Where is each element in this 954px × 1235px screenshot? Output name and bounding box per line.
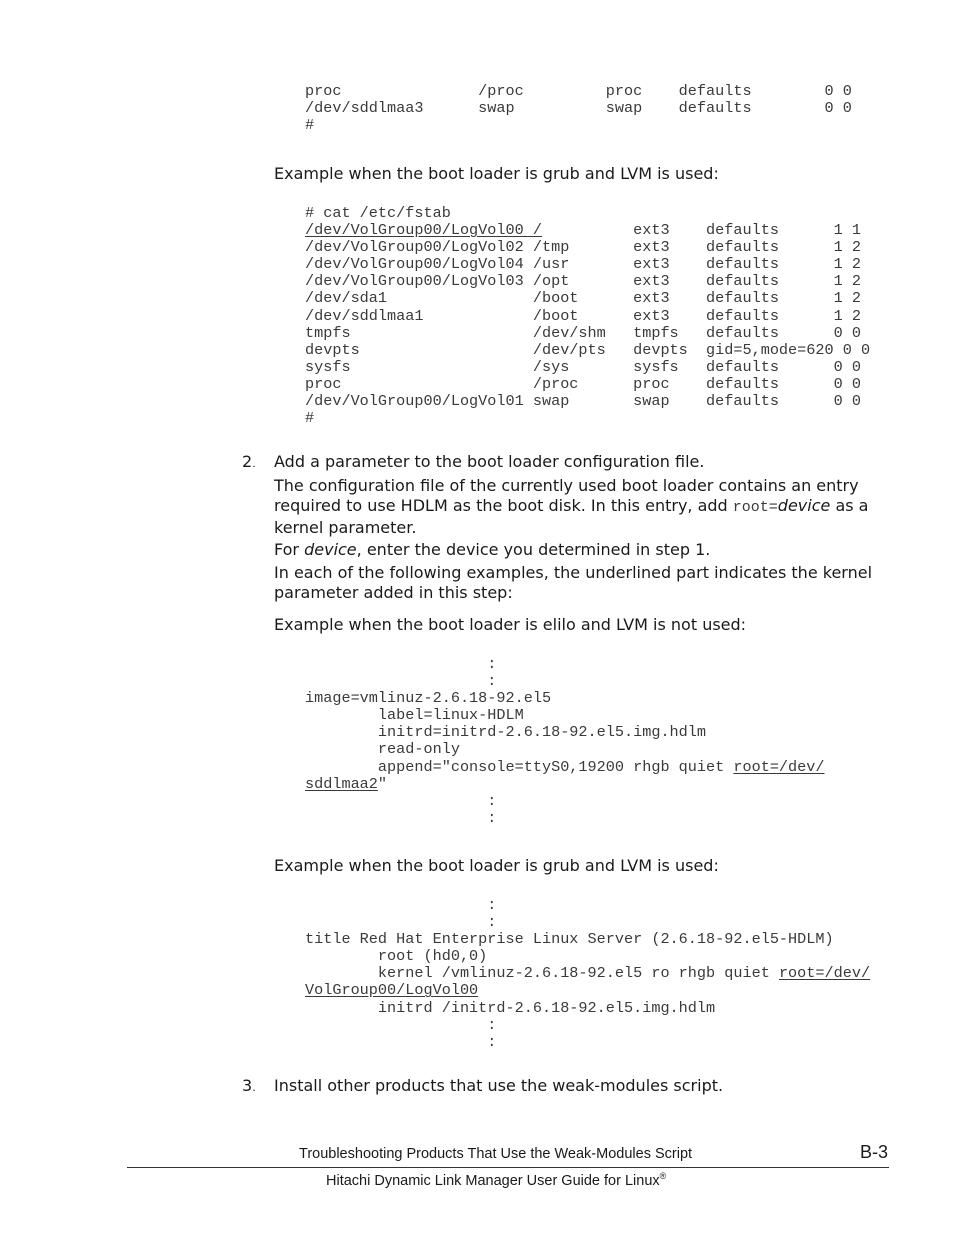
code-line: initrd /initrd-2.6.18-92.el5.img.hdlm [305,998,716,1017]
step-2-paragraph-1: The configuration file of the currently used boot loader contains an entry required to use HDLM as the boot disk. In this entry, add root=device as a kernel parameter. [274,476,869,537]
ellipsis-line: : [305,672,497,691]
footer-section-title: Troubleshooting Products That Use the Weak-Modules Script [299,1146,693,1162]
footer-book-title: Hitachi Dynamic Link Manager User Guide for Linux® [326,1171,667,1189]
code-line: root (hd0,0) [305,947,488,966]
code-line: sysfs /sys sysfs defaults 0 0 [305,357,861,376]
code-line: title Red Hat Enterprise Linux Server (2.6.18-92.el5-HDLM) [305,930,834,949]
code-line: proc /proc proc defaults 0 0 [305,82,852,100]
ellipsis-line: : [305,1015,497,1034]
example-heading-grub-lvm: Example when the boot loader is grub and LVM is used: [274,164,719,183]
underlined-parameter: sddlmaa2 [305,774,378,793]
code-block-elilo [305,656,825,827]
code-line-append: append="console=ttyS0,19200 rhgb quiet root=/dev/ [305,757,825,776]
example-heading-elilo: Example when the boot loader is elilo and LVM is not used: [274,615,747,634]
code-line: initrd=initrd-2.6.18-92.el5.img.hdlm [305,723,707,742]
code-block-grub [305,897,870,1051]
code-line: label=linux-HDLM [305,706,524,725]
code-block-fstab [305,205,870,427]
ellipsis-line: : [305,791,497,810]
code-line: # [305,409,315,428]
code-line-kernel-cont [305,982,870,999]
code-line: /dev/VolGroup00/LogVol02 /tmp ext3 defaults 1 2 [305,238,861,257]
code-line-append-cont: sddlmaa2" [305,774,388,793]
code-line: read-only [305,740,460,759]
code-line: # cat /etc/fstab [305,204,451,222]
code-line: /dev/sddlmaa3 swap swap defaults 0 0 [305,99,852,118]
code-block-fstab-continuation [305,83,852,134]
code-line-kernel: kernel /vmlinuz-2.6.18-92.el5 ro rhgb quiet root=/dev/ [305,964,871,983]
underlined-parameter: VolGroup00/LogVol00 [305,981,479,1000]
code-line: proc /proc proc defaults 0 0 [305,374,861,393]
code-line: /dev/sddlmaa1 /boot ext3 defaults 1 2 [305,306,861,325]
step-2-title: Add a parameter to the boot loader configuration file. [274,452,705,471]
step-2-paragraph-2: For device, enter the device you determined in step 1. [274,540,711,559]
ellipsis-line: : [305,808,497,827]
code-line-first: /dev/VolGroup00/LogVol00 / ext3 defaults 1 1 [305,221,861,240]
step-number-2: 2. [242,452,256,471]
underlined-parameter: root=/dev/ [778,964,871,983]
step-3-title: Install other products that use the weak-modules script. [274,1076,724,1095]
code-line: /dev/sda1 /boot ext3 defaults 1 2 [305,289,861,308]
code-line: /dev/VolGroup00/LogVol03 /opt ext3 defaults 1 2 [305,272,861,291]
underlined-entry: /dev/VolGroup00/LogVol00 / [305,221,542,240]
underlined-parameter: root=/dev/ [733,757,825,776]
code-line: /dev/VolGroup00/LogVol01 swap swap defaults 0 0 [305,392,861,411]
step-2-paragraph-3: In each of the following examples, the underlined part indicates the kernel parameter added in this step: [274,563,873,602]
code-line: /dev/VolGroup00/LogVol04 /usr ext3 defaults 1 2 [305,255,861,274]
ellipsis-line: : [305,913,497,932]
code-line: tmpfs /dev/shm tmpfs defaults 0 0 [305,323,861,342]
ellipsis-line: : [305,655,497,673]
ellipsis-line: : [305,896,497,914]
footer-divider [127,1167,889,1168]
code-line: # [305,116,315,135]
code-line: devpts /dev/pts devpts gid=5,mode=620 0 0 [305,340,871,359]
example-heading-grub-lvm-2: Example when the boot loader is grub and LVM is used: [274,856,719,875]
step-number-3: 3. [242,1076,256,1095]
ellipsis-line: : [305,1032,497,1051]
page-number: B-3 [860,1142,889,1162]
code-line: image=vmlinuz-2.6.18-92.el5 [305,689,552,708]
